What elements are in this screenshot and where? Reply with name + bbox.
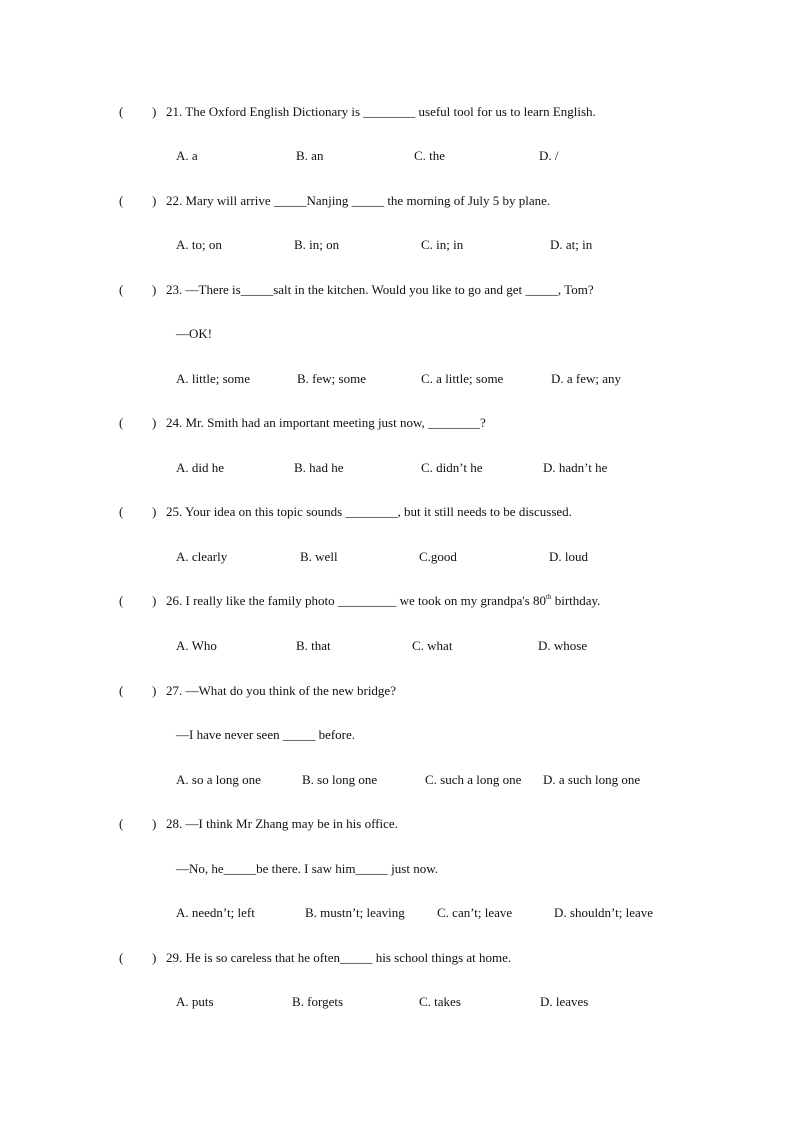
option-a[interactable]: A. to; on: [176, 237, 222, 252]
question-28-reply: [0, 859, 794, 879]
option-a[interactable]: A. little; some: [176, 371, 251, 386]
question-23: ( ) 23. —There is_____salt in the kitchen. Would you like to go and get _____, Tom?: [0, 280, 794, 300]
question-26: ( ) 26. I really like the family photo _________ we took on my grandpa's 80th birthday.: [0, 591, 794, 611]
question-stem: 24. Mr. Smith had an important meeting just now, ________?: [166, 415, 486, 430]
option-a[interactable]: A. a: [176, 148, 198, 163]
question-27-options: [0, 770, 794, 790]
option-c[interactable]: C. in; in: [421, 237, 464, 252]
option-a[interactable]: A. needn’t; left: [176, 905, 255, 920]
option-d[interactable]: D. shouldn’t; leave: [554, 905, 654, 920]
option-c[interactable]: C. takes: [419, 994, 461, 1009]
option-a[interactable]: A. clearly: [176, 549, 228, 564]
option-b[interactable]: B. had he: [294, 460, 344, 475]
option-d[interactable]: D. a few; any: [551, 371, 622, 386]
question-stem: 22. Mary will arrive _____Nanjing _____ the morning of July 5 by plane.: [166, 193, 551, 208]
dialogue-reply: —OK!: [176, 326, 213, 341]
question-stem: 28. —I think Mr Zhang may be in his office.: [166, 816, 398, 831]
option-d[interactable]: D. loud: [549, 549, 588, 564]
question-27: ( ) 27. —What do you think of the new bridge?: [0, 681, 794, 701]
option-d[interactable]: D. /: [539, 148, 559, 163]
option-d[interactable]: D. leaves: [540, 994, 589, 1009]
option-c[interactable]: C.good: [419, 549, 457, 564]
superscript-th: th: [546, 593, 552, 601]
option-a[interactable]: A. Who: [176, 638, 217, 653]
question-27-reply: [0, 725, 794, 745]
option-d[interactable]: D. whose: [538, 638, 588, 653]
dialogue-reply: —No, he_____be there. I saw him_____ just now.: [176, 861, 439, 876]
option-c[interactable]: C. the: [414, 148, 446, 163]
question-stem: 26. I really like the family photo _________ we took on my grandpa's 80th birthday.: [166, 593, 601, 608]
option-b[interactable]: B. an: [296, 148, 324, 163]
option-b[interactable]: B. well: [300, 549, 338, 564]
question-28: ( ) 28. —I think Mr Zhang may be in his office.: [0, 814, 794, 834]
option-b[interactable]: B. mustn’t; leaving: [305, 905, 405, 920]
option-a[interactable]: A. so a long one: [176, 772, 261, 787]
question-23-options: [0, 369, 794, 389]
question-22: ( ) 22. Mary will arrive _____Nanjing _____ the morning of July 5 by plane.: [0, 191, 794, 211]
option-a[interactable]: A. puts: [176, 994, 214, 1009]
question-25: ( ) 25. Your idea on this topic sounds ________, but it still needs to be discussed.: [0, 502, 794, 522]
option-d[interactable]: D. hadn’t he: [543, 460, 608, 475]
option-b[interactable]: B. that: [296, 638, 331, 653]
question-21-options: [0, 146, 794, 166]
question-stem: 25. Your idea on this topic sounds ________, but it still needs to be discussed.: [166, 504, 572, 519]
option-b[interactable]: B. in; on: [294, 237, 340, 252]
question-stem: 23. —There is_____salt in the kitchen. Would you like to go and get _____, Tom?: [166, 282, 594, 297]
option-c[interactable]: C. such a long one: [425, 772, 522, 787]
question-stem: 27. —What do you think of the new bridge?: [166, 683, 396, 698]
option-b[interactable]: B. forgets: [292, 994, 344, 1009]
question-28-options: [0, 903, 794, 923]
question-29-options: [0, 992, 794, 1012]
question-22-options: [0, 235, 794, 255]
question-21: ( ) 21. The Oxford English Dictionary is ________ useful tool for us to learn English.: [0, 102, 794, 122]
question-25-options: [0, 547, 794, 567]
question-29: ( ) 29. He is so careless that he often_____ his school things at home.: [0, 948, 794, 968]
question-stem: 21. The Oxford English Dictionary is ________ useful tool for us to learn English.: [166, 104, 596, 119]
option-b[interactable]: B. few; some: [297, 371, 366, 386]
option-d[interactable]: D. at; in: [550, 237, 593, 252]
option-b[interactable]: B. so long one: [302, 772, 378, 787]
option-c[interactable]: C. a little; some: [421, 371, 504, 386]
question-24: ( ) 24. Mr. Smith had an important meeting just now, ________?: [0, 413, 794, 433]
question-24-options: [0, 458, 794, 478]
option-c[interactable]: C. can’t; leave: [437, 905, 513, 920]
dialogue-reply: —I have never seen _____ before.: [176, 727, 356, 742]
option-a[interactable]: A. did he: [176, 460, 225, 475]
question-26-options: [0, 636, 794, 656]
option-c[interactable]: C. what: [412, 638, 453, 653]
question-23-reply: [0, 324, 794, 344]
option-d[interactable]: D. a such long one: [543, 772, 641, 787]
question-stem: 29. He is so careless that he often_____ his school things at home.: [166, 950, 512, 965]
option-c[interactable]: C. didn’t he: [421, 460, 483, 475]
